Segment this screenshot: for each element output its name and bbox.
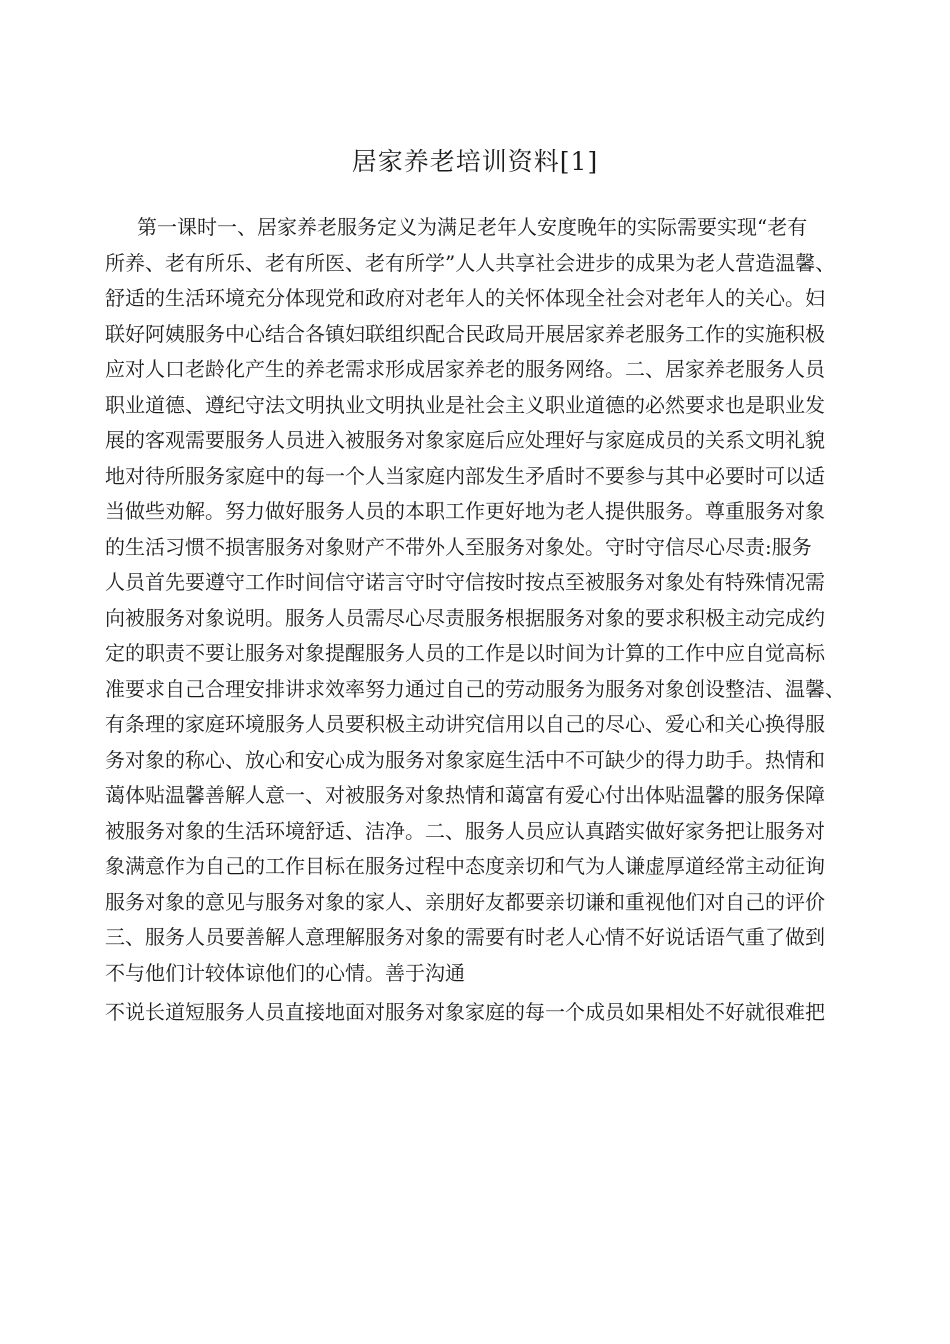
paragraph-line: 地对待所服务家庭中的每一个人当家庭内部发生矛盾时不要参与其中必要时可以适 (105, 463, 825, 488)
paragraph-line: 展的客观需要服务人员进入被服务对象家庭后应处理好与家庭成员的关系文明礼貌 (105, 428, 825, 452)
document-body (105, 210, 845, 1031)
paragraph-line: 定的职责不要让服务对象提醒服务人员的工作是以时间为计算的工作中应自觉高标 (105, 641, 825, 665)
paragraph-line: 被服务对象的生活环境舒适、洁净。二、服务人员应认真踏实做好家务把让服务对 (105, 818, 825, 843)
paragraph-line: 向被服务对象说明。服务人员需尽心尽责服务根据服务对象的要求积极主动完成约 (105, 605, 825, 630)
paragraph-line: 职业道德、遵纪守法文明执业文明执业是社会主义职业道德的必然要求也是职业发 (105, 392, 825, 417)
paragraph-line: 不说长道短服务人员直接地面对服务对象家庭的每一个成员如果相处不好就很难把 (105, 1000, 825, 1024)
paragraph-line: 有条理的家庭环境服务人员要积极主动讲究信用以自己的尽心、爱心和关心换得服 (105, 712, 825, 736)
paragraph-line: 第一课时一、居家养老服务定义为满足老年人安度晚年的实际需要实现“老有 (137, 215, 808, 239)
paragraph-line: 象满意作为自己的工作目标在服务过程中态度亲切和气为人谦虚厚道经常主动征询 (105, 854, 825, 878)
paragraph-line: 准要求自己合理安排讲求效率努力通过自己的劳动服务为服务对象创设整洁、温馨、 (105, 676, 845, 701)
paragraph-line: 当做些劝解。努力做好服务人员的本职工作更好地为老人提供服务。尊重服务对象 (105, 499, 825, 523)
paragraph-line: 的生活习惯不损害服务对象财产不带外人至服务对象处。守时守信尽心尽责:服务 (105, 534, 812, 559)
paragraph-line: 蔼体贴温馨善解人意一、对被服务对象热情和蔼富有爱心付出体贴温馨的服务保障 (105, 783, 825, 807)
paragraph-line: 不与他们计较体谅他们的心情。善于沟通 (105, 960, 465, 985)
paragraph-line: 所养、老有所乐、老有所医、老有所学”人人共享社会进步的成果为老人营造温馨、 (105, 250, 836, 275)
paragraph-line: 服务对象的意见与服务对象的家人、亲朋好友都要亲切谦和重视他们对自己的评价 (105, 889, 825, 914)
document-title: 居家养老培训资料[1] (351, 147, 599, 176)
paragraph-line: 应对人口老龄化产生的养老需求形成居家养老的服务网络。二、居家养老服务人员 (105, 357, 825, 381)
paragraph-line: 舒适的生活环境充分体现党和政府对老年人的关怀体现全社会对老年人的关心。妇 (105, 286, 825, 310)
paragraph-line: 人员首先要遵守工作时间信守诺言守时守信按时按点至被服务对象处有特殊情况需 (105, 570, 825, 594)
paragraph-line: 联好阿姨服务中心结合各镇妇联组织配合民政局开展居家养老服务工作的实施积极 (105, 321, 825, 346)
paragraph-line: 三、服务人员要善解人意理解服务对象的需要有时老人心情不好说话语气重了做到 (105, 925, 825, 949)
paragraph-line: 务对象的称心、放心和安心成为服务对象家庭生活中不可缺少的得力助手。热情和 (105, 747, 825, 772)
